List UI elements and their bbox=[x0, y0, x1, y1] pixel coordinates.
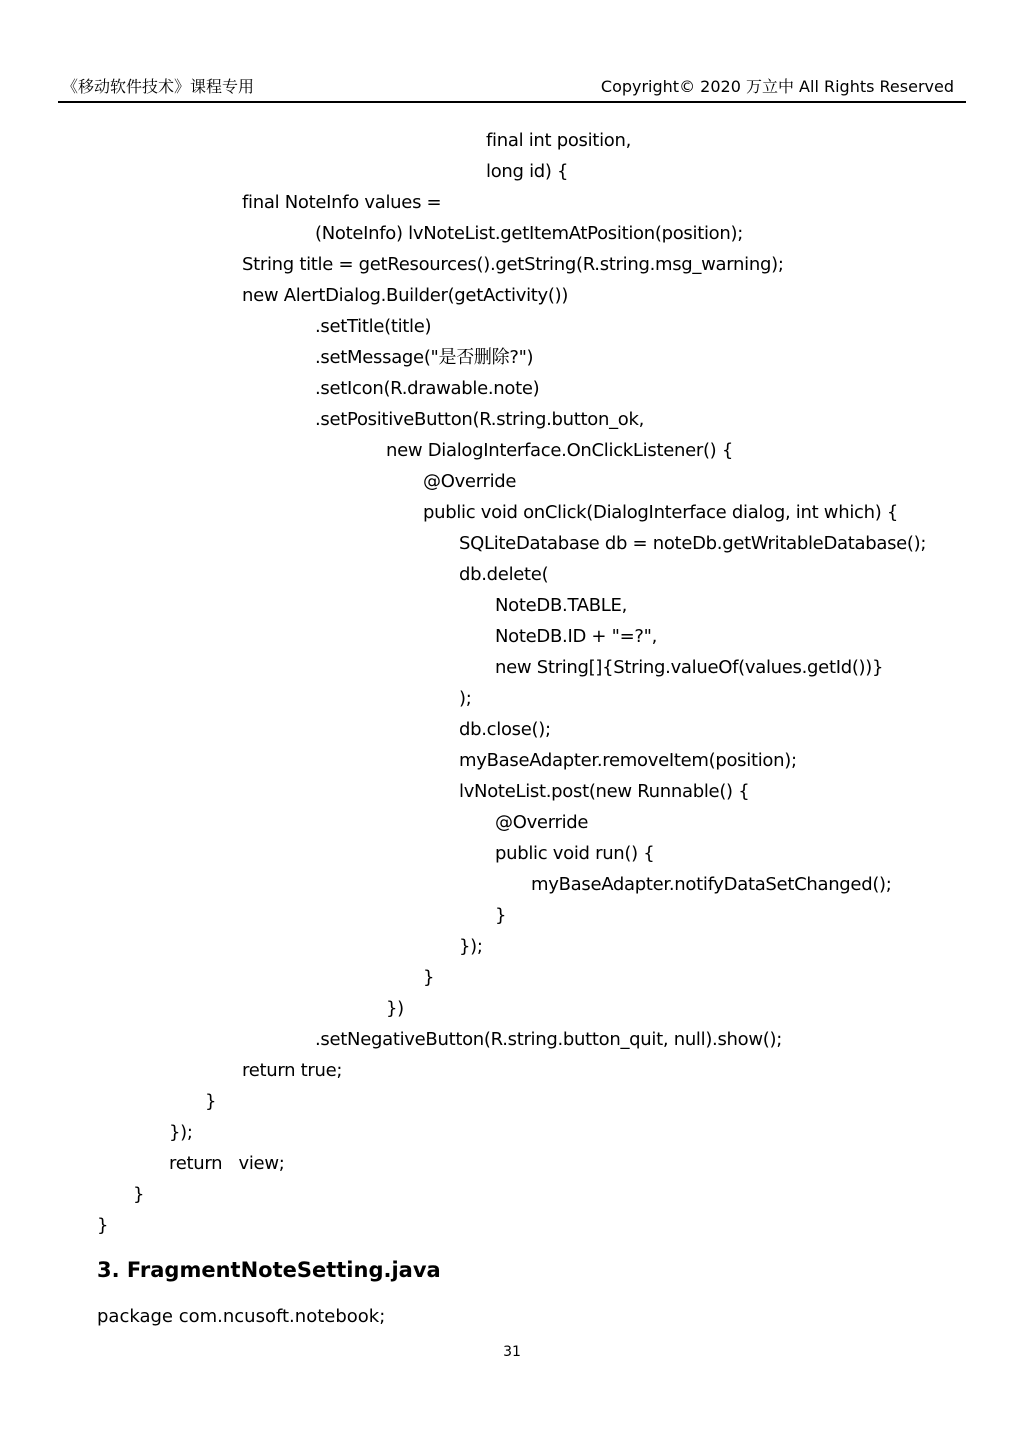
code-line: }); bbox=[459, 936, 483, 957]
code-line: .setPositiveButton(R.string.button_ok, bbox=[315, 409, 645, 430]
header-course-title: 《移动软件技术》课程专用 bbox=[62, 77, 255, 96]
code-line: }) bbox=[386, 998, 404, 1019]
code-line: db.close(); bbox=[459, 719, 551, 740]
header-copyright: Copyright© 2020 万立中 All Rights Reserved bbox=[600, 77, 954, 96]
code-line: return view; bbox=[169, 1153, 285, 1174]
code-line: new AlertDialog.Builder(getActivity()) bbox=[242, 285, 569, 306]
section-heading: 3. FragmentNoteSetting.java bbox=[97, 1258, 441, 1282]
code-line: .setNegativeButton(R.string.button_quit, null).show(); bbox=[315, 1029, 783, 1050]
code-line: public void onClick(DialogInterface dialog, int which) { bbox=[423, 502, 899, 523]
code-line: .setIcon(R.drawable.note) bbox=[315, 378, 540, 399]
code-line: .setTitle(title) bbox=[315, 316, 432, 337]
code-line: } bbox=[423, 967, 435, 988]
code-line: new DialogInterface.OnClickListener() { bbox=[386, 440, 733, 461]
code-line: final int position, bbox=[486, 130, 632, 151]
code-line: @Override bbox=[423, 471, 517, 492]
code-line: lvNoteList.post(new Runnable() { bbox=[459, 781, 750, 802]
code-line: db.delete( bbox=[459, 564, 549, 585]
header-divider bbox=[58, 101, 966, 103]
code-line: }); bbox=[169, 1122, 193, 1143]
code-line: final NoteInfo values = bbox=[242, 192, 442, 213]
code-line: String title = getResources().getString(R.string.msg_warning); bbox=[242, 254, 784, 275]
code-line: } bbox=[205, 1091, 217, 1112]
code-listing bbox=[0, 125, 1024, 1241]
code-line: long id) { bbox=[486, 161, 569, 182]
code-line: SQLiteDatabase db = noteDb.getWritableDatabase(); bbox=[459, 533, 927, 554]
code-line: myBaseAdapter.removeItem(position); bbox=[459, 750, 797, 771]
package-statement: package com.ncusoft.notebook; bbox=[97, 1306, 386, 1327]
code-line: } bbox=[133, 1184, 145, 1205]
code-line: } bbox=[97, 1215, 109, 1236]
code-line: NoteDB.ID + "=?", bbox=[495, 626, 658, 647]
code-line: @Override bbox=[495, 812, 589, 833]
code-line: ); bbox=[459, 688, 472, 709]
code-line: public void run() { bbox=[495, 843, 655, 864]
code-line: return true; bbox=[242, 1060, 343, 1081]
code-line: .setMessage("是否删除?") bbox=[315, 347, 534, 368]
code-line: myBaseAdapter.notifyDataSetChanged(); bbox=[531, 874, 892, 895]
code-line: new String[]{String.valueOf(values.getId())} bbox=[495, 657, 884, 678]
page-number: 31 bbox=[503, 1344, 521, 1360]
code-line: } bbox=[495, 905, 507, 926]
code-line: (NoteInfo) lvNoteList.getItemAtPosition(position); bbox=[315, 223, 743, 244]
code-line: NoteDB.TABLE, bbox=[495, 595, 628, 616]
